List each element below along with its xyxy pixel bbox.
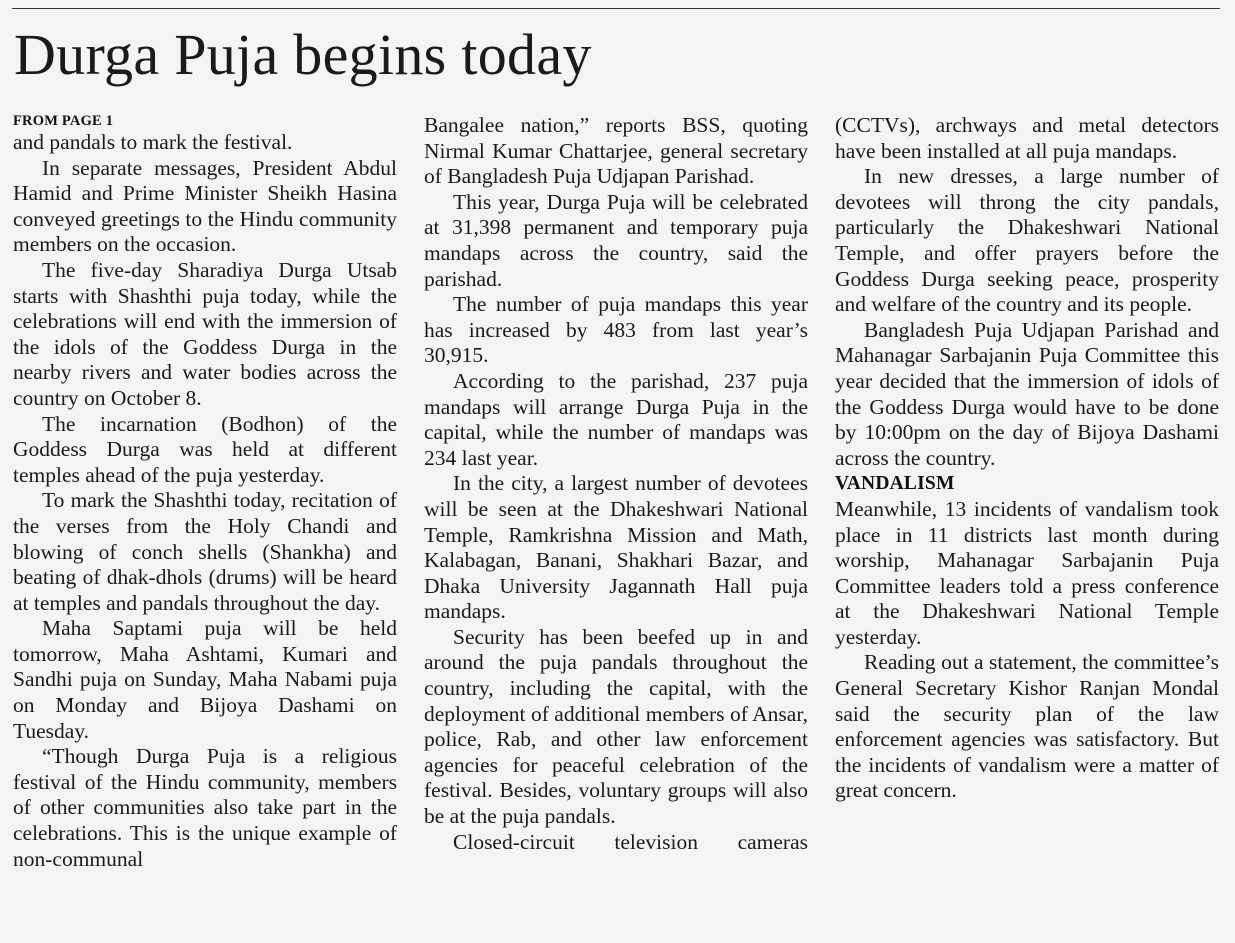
paragraph: Maha Saptami puja will be held tomorrow, Maha Ashtami, Kumari and Sandhi puja on Sunday, Maha Nabami puja on Monday and Bijoya Dashami on Tuesday.: [13, 616, 397, 743]
column-2: [424, 113, 808, 855]
paragraph: and pandals to mark the festival.: [13, 130, 293, 154]
paragraph: This year, Durga Puja will be celebrated at 31,398 permanent and temporary puja mandaps across the country, said the parishad.: [424, 189, 808, 291]
paragraph: Security has been beefed up in and around the puja pandals throughout the country, including the capital, with the deployment of additional members of Ansar, police, Rab, and other law enforcement agencies for peaceful celebration of the festival. Besides, voluntary groups will also be at the puja pandals.: [424, 624, 808, 829]
paragraph: The five-day Sharadiya Durga Utsab starts with Shashthi puja today, while the celebrations will end with the immersion of the idols of the Goddess Durga in the nearby rivers and water bodies across the country on October 8.: [13, 257, 397, 410]
paragraph: Bangalee nation,” reports BSS, quoting Nirmal Kumar Chattarjee, general secretary of Bangladesh Puja Udjapan Parishad.: [424, 113, 808, 189]
paragraph: In separate messages, President Abdul Hamid and Prime Minister Sheikh Hasina conveyed greetings to the Hindu community members on the occasion.: [13, 155, 397, 257]
paragraph: Bangladesh Puja Udjapan Parishad and Mahanagar Sarbajanin Puja Committee this year decided that the immersion of idols of the Goddess Durga would have to be done by 10:00pm on the day of Bijoya Dashami across the country.: [835, 317, 1219, 470]
dateline: FROM PAGE 1: [13, 113, 114, 129]
column-1: [13, 113, 397, 872]
column-3: [835, 113, 1219, 804]
paragraph: (CCTVs), archways and metal detectors have been installed at all puja mandaps.: [835, 113, 1219, 163]
paragraph: Closed-circuit television cameras: [453, 829, 808, 854]
top-rule: [12, 8, 1220, 9]
paragraph: The incarnation (Bodhon) of the Goddess Durga was held at different temples ahead of the puja yesterday.: [13, 411, 397, 487]
paragraph: In new dresses, a large number of devotees will throng the city pandals, particularly the Dhakeshwari National Temple, and offer prayers before the Goddess Durga seeking peace, prosperity and welfare of the country and its people.: [835, 164, 1219, 317]
paragraph: To mark the Shashthi today, recitation of the verses from the Holy Chandi and blowing of conch shells (Shankha) and beating of dhak-dhols (drums) will be heard at temples and pandals throughout the day.: [13, 488, 397, 615]
subhead-vandalism: VANDALISM: [835, 473, 955, 495]
paragraph: Reading out a statement, the committee’s General Secretary Kishor Ranjan Mondal said the security plan of the law enforcement agencies was satisfactory. But the incidents of vandalism were a matter of great concern.: [835, 650, 1219, 803]
paragraph: The number of puja mandaps this year has increased by 483 from last year’s 30,915.: [424, 292, 808, 368]
paragraph: In the city, a largest number of devotees will be seen at the Dhakeshwari National Temple, Ramkrishna Mission and Math, Kalabagan, Banani, Shakhari Bazar, and Dhaka University Jagannath Hall puja mandaps.: [424, 471, 808, 624]
paragraph: According to the parishad, 237 puja mandaps will arrange Durga Puja in the capital, while the number of mandaps was 234 last year.: [424, 368, 808, 470]
paragraph: Meanwhile, 13 incidents of vandalism took place in 11 districts last month during worship, Mahanagar Sarbajanin Puja Committee leaders told a press conference at the Dhakeshwari National Temple yesterday.: [835, 496, 1219, 649]
headline: Durga Puja begins today: [14, 22, 592, 87]
paragraph: “Though Durga Puja is a religious festival of the Hindu community, members of other communities also take part in the celebrations. This is the unique example of non-communal: [13, 744, 397, 871]
